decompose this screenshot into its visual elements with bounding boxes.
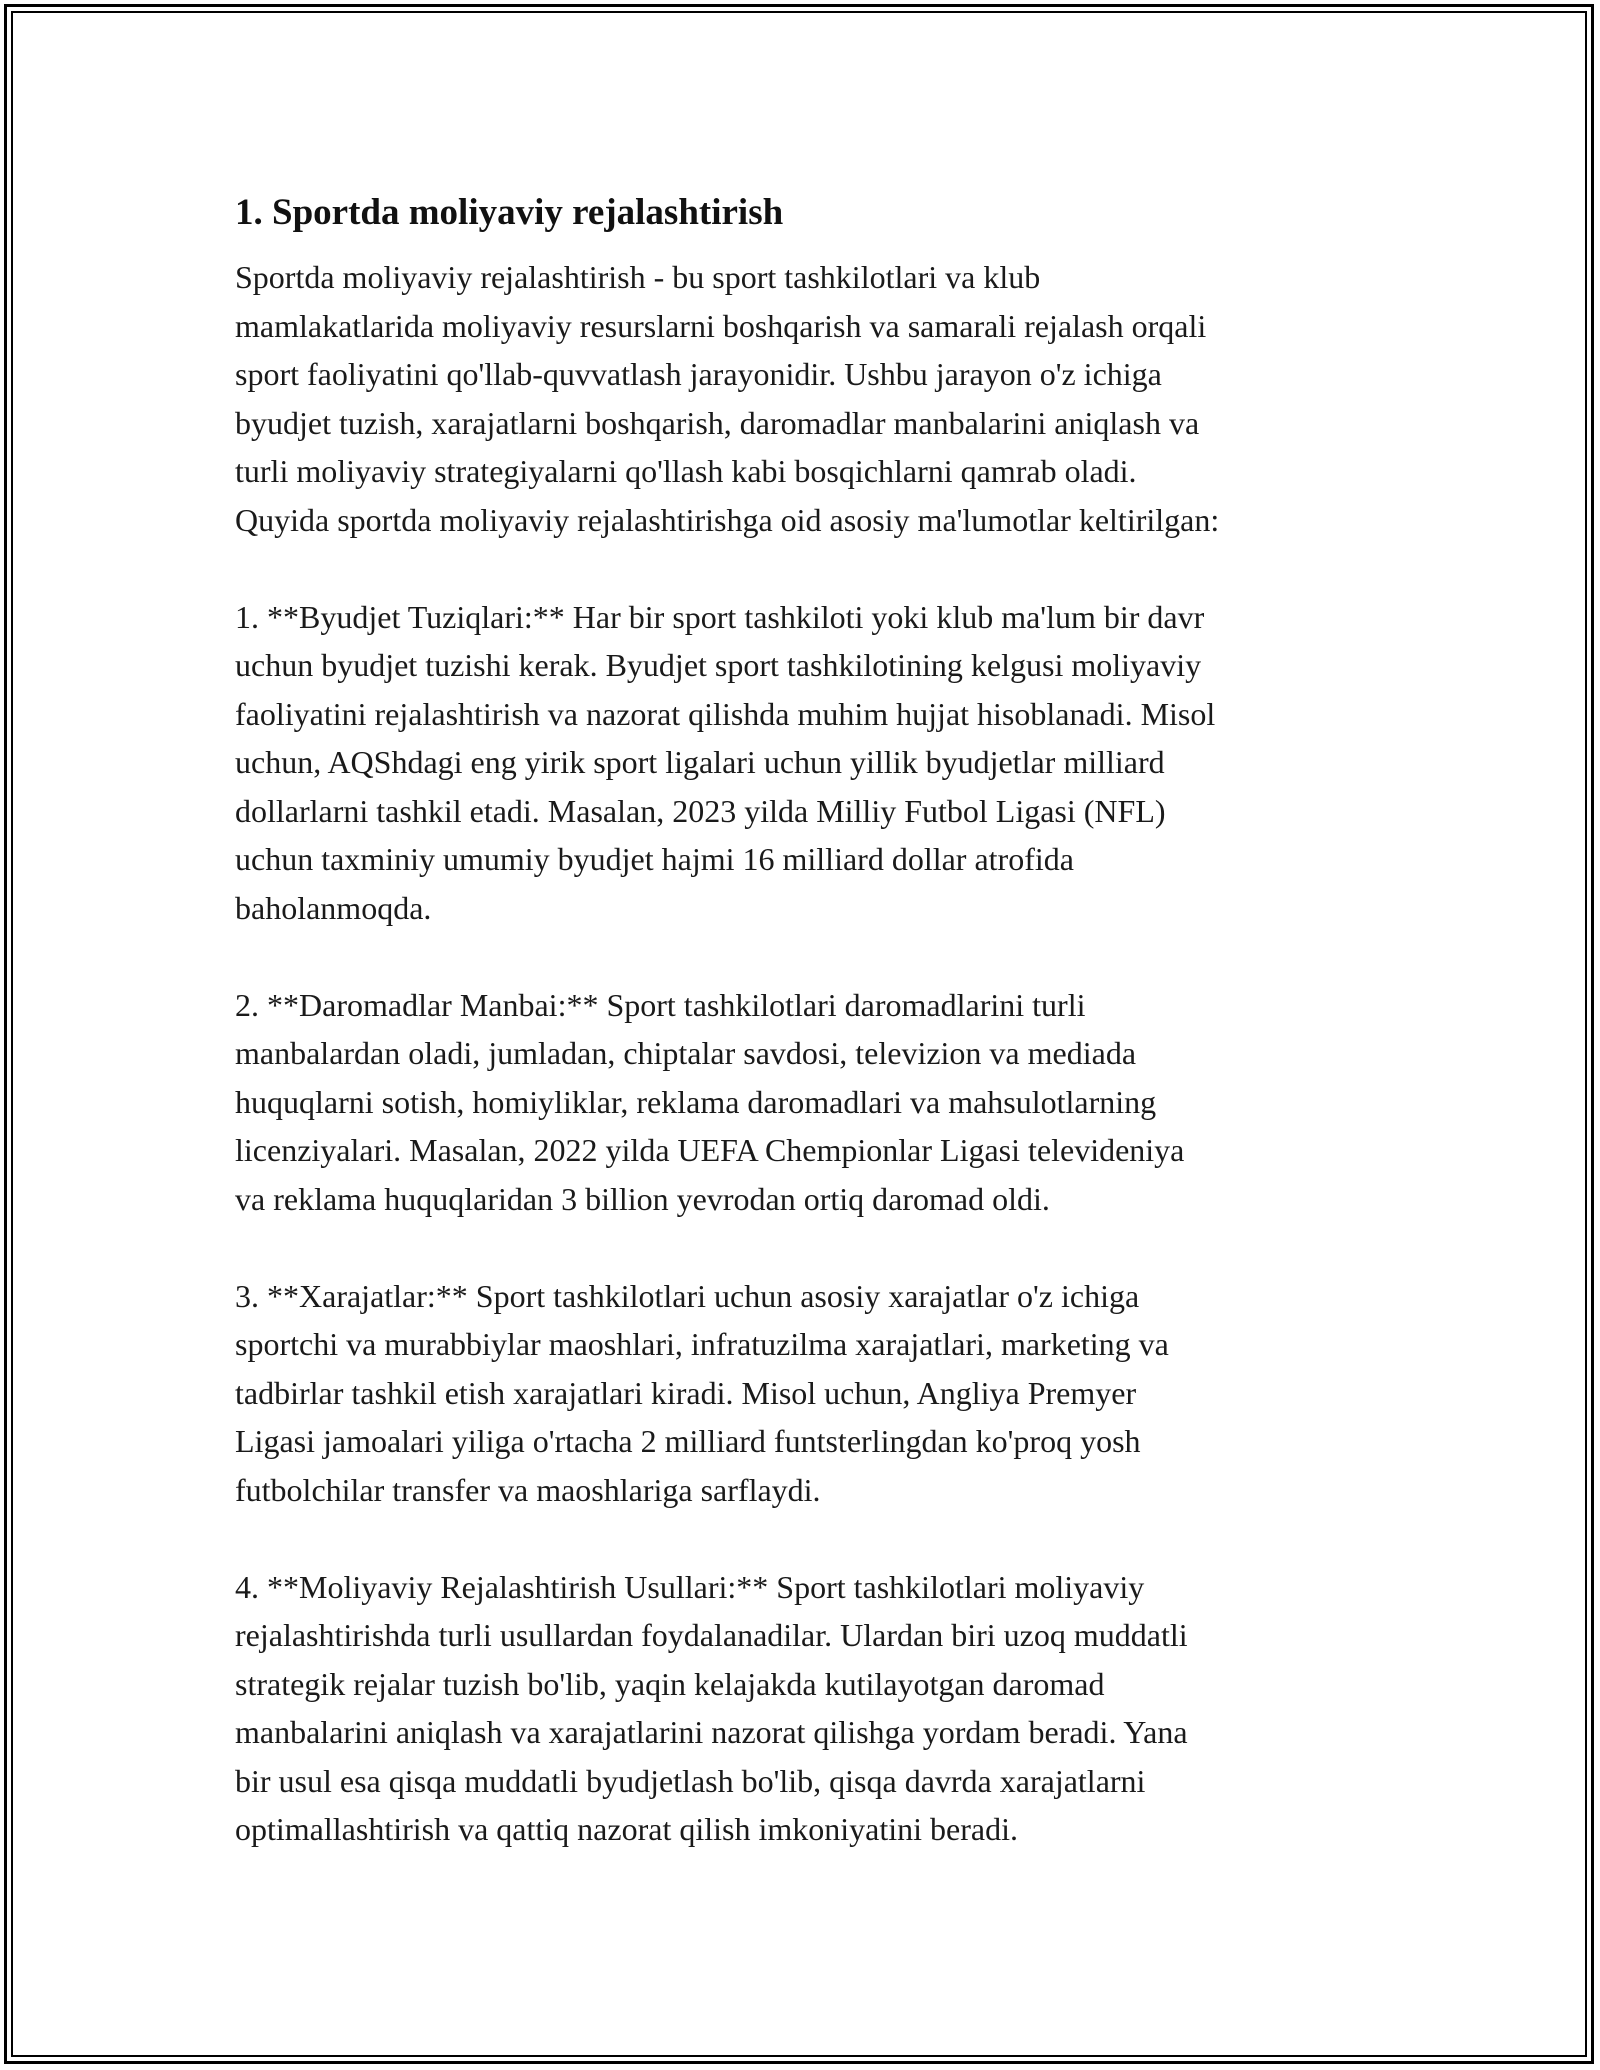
- paragraph-spacer: [235, 1223, 1385, 1272]
- document-body: [235, 185, 1385, 1854]
- expenses-paragraph: 3. **Xarajatlar:** Sport tashkilotlari uchun asosiy xarajatlar o'z ichiga sportchi va murabbiylar maoshlari, infratuzilma xarajatlari, marketing va tadbirlar tashkil etish xarajatlari kiradi. Misol uchun, Angliya Premyer Ligasi jamoalari yiliga o'rtacha 2 milliard funtsterlingdan ko'proq yosh futbolchilar transfer va maoshlariga sarflaydi.: [235, 1277, 1169, 1508]
- section-heading: 1. Sportda moliyaviy rejalashtirish: [235, 192, 784, 233]
- paragraph-spacer: [235, 544, 1385, 593]
- paragraph-spacer: [235, 1514, 1385, 1563]
- revenue-paragraph: 2. **Daromadlar Manbai:** Sport tashkilotlari daromadlarini turli manbalardan oladi, jumladan, chiptalar savdosi, televizion va mediada huquqlarni sotish, homiyliklar, reklama daromadlari va mahsulotlarning licenziyalari. Masalan, 2022 yilda UEFA Chempionlar Ligasi televideniya va reklama huquqlaridan 3 billion yevrodan ortiq daromad oldi.: [235, 986, 1185, 1217]
- budget-paragraph: 1. **Byudjet Tuziqlari:** Har bir sport tashkiloti yoki klub ma'lum bir davr uchun byudjet tuzishi kerak. Byudjet sport tashkilotining kelgusi moliyaviy faoliyatini rejalashtirish va nazorat qilishda muhim hujjat hisoblanadi. Misol uchun, AQShdagi eng yirik sport ligalari uchun yillik byudjetlar milliard dollarlarni tashkil etadi. Masalan, 2023 yilda Milliy Futbol Ligasi (NFL) uchun taxminiy umumiy byudjet hajmi 16 milliard dollar atrofida baholanmoqda.: [235, 598, 1216, 926]
- paragraph-spacer: [235, 932, 1385, 981]
- methods-paragraph: 4. **Moliyaviy Rejalashtirish Usullari:** Sport tashkilotlari moliyaviy rejalashtirishda turli usullardan foydalanadilar. Ulardan biri uzoq muddatli strategik rejalar tuzish bo'lib, yaqin kelajakda kutilayotgan daromad manbalarini aniqlash va xarajatlarini nazorat qilishga yordam beradi. Yana bir usul esa qisqa muddatli byudjetlash bo'lib, qisqa davrda xarajatlarni optimallashtirish va qattiq nazorat qilish imkoniyatini beradi.: [235, 1568, 1188, 1847]
- intro-paragraph: Sportda moliyaviy rejalashtirish - bu sport tashkilotlari va klub mamlakatlarida moliyaviy resurslarni boshqarish va samarali rejalash orqali sport faoliyatini qo'llab-quvvatlash jarayonidir. Ushbu jarayon o'z ichiga byudjet tuzish, xarajatlarni boshqarish, daromadlar manbalarini aniqlash va turli moliyaviy strategiyalarni qo'llash kabi bosqichlarni qamrab oladi. Quyida sportda moliyaviy rejalashtirishga oid asosiy ma'lumotlar keltirilgan:: [235, 259, 1220, 538]
